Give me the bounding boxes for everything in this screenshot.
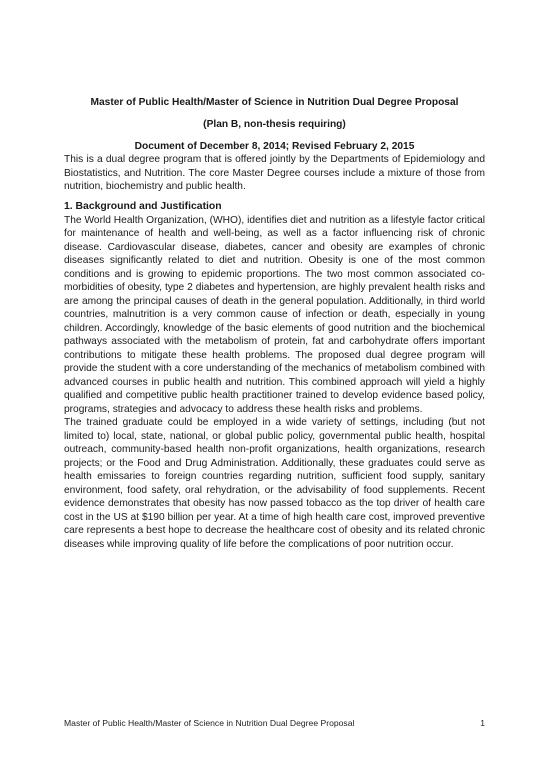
background-paragraph-1: The World Health Organization, (WHO), identifies diet and nutrition as a lifestyle factor critical for maintenance of health and well-being, as well as a factor influencing risk of chronic disease. Cardiovascular disease, diabetes, cancer and obesity are examples of chronic diseases significantly related to diet and nutrition. Obesity is one of the most common conditions and is growing to epidemic proportions. The two most common associated co-morbidities of obesity, type 2 diabetes and hypertension, are highly prevalent health risks and are among the principal causes of death in the general population. Additionally, in third world countries, malnutrition is a very common cause of infection or death, especially in young children. Accordingly, knowledge of the basic elements of good nutrition and the biochemical pathways associated with the metabolism of protein, fat and carbohydrate offers important contributions to mitigate these health problems. The proposed dual degree program will provide the student with a core understanding of the mechanics of metabolism combined with advanced courses in public health and nutrition. This combined approach will yield a highly qualified and competitive public health practitioner trained to develop evidence based policy, programs, strategies and advocacy to address these health risks and problems. [64,214,485,415]
document-title: Master of Public Health/Master of Science in Nutrition Dual Degree Proposal [90,97,459,108]
intro-paragraph: This is a dual degree program that is offered jointly by the Departments of Epidemiology and Biostatistics, and Nutrition. The core Master Degree courses include a mixture of those from nutrition, biochemistry and public health. [64,154,485,192]
page-content [64,96,485,551]
page-footer [64,718,485,728]
footer-text: Master of Public Health/Master of Science in Nutrition Dual Degree Proposal [64,718,355,728]
document-subtitle: (Plan B, non-thesis requiring) [203,119,346,130]
section-heading: 1. Background and Justification [64,200,222,212]
page-number: 1 [480,718,485,728]
background-paragraph-2: The trained graduate could be employed in a wide variety of settings, including (but not limited to) local, state, national, or global public policy, governmental public health, hospital outreach, community-based health non-profit organizations, health organizations, research projects; or the Food and Drug Administration. Additionally, these graduates could serve as health emissaries to foreign countries regarding nutrition, sufficient food supply, sanitary environment, food safety, oral rehydration, or the advisability of food supplements. Recent evidence demonstrates that obesity has now passed tobacco as the top driver of health care cost in the US at $190 billion per year. At a time of high health care cost, improved preventive care represents a best hope to decrease the healthcare cost of obesity and its related chronic diseases while improving quality of life before the complications of poor nutrition occur. [64,417,485,550]
document-date-line: Document of December 8, 2014; Revised February 2, 2015 [134,141,415,152]
